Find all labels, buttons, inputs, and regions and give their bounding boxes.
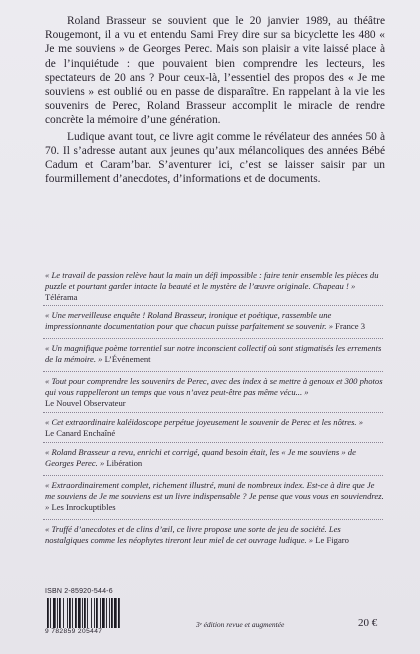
review-quote: « Le travail de passion relève haut la main un défi impossible : faire tenir ensemble les pièces du puzzle et pourtant garder intacte la beauté et le mystère de l’œuvre originale. Chapeau ! » — [45, 270, 379, 291]
review-source: Les Inrockuptibles — [51, 502, 116, 512]
review-quote: « Roland Brasseur a revu, enrichi et corrigé, quand besoin était, les « Je me souviens » de Georges Perec. » — [45, 447, 356, 468]
review-telerama — [45, 270, 385, 303]
intro-paragraph-2: Ludique avant tout, ce livre agit comme le révélateur des années 50 à 70. Il s’adresse autant aux jeunes qu’aux mélancoliques des années Bébé Cadum et Caram’bar. S’aventurer ici, c’est se laisser saisir par un fourmillement d’anecdotes, d’informations et de documents. — [45, 130, 385, 186]
review-figaro — [45, 524, 385, 546]
review-nouvel-observateur — [45, 376, 385, 409]
barcode-icon — [45, 598, 145, 628]
divider — [43, 305, 383, 307]
review-inrockuptibles — [45, 480, 385, 513]
review-source: France 3 — [335, 321, 365, 331]
barcode-digits: 9 782859 205447 — [45, 628, 103, 635]
review-quote: « Une merveilleuse enquête ! Roland Brasseur, ironique et poétique, rassemble une impressionnante documentation pour que chacun puisse parfaitement se souvenir. » — [45, 310, 334, 331]
intro-paragraph-1: Roland Brasseur se souvient que le 20 janvier 1989, au théâtre Rougemont, il a vu et entendu Sami Frey dire sur sa bicyclette les 480 « Je me souviens » de Georges Perec. Mais son plaisir a vite laissé place à de l’inquiétude : que pouvaient bien comprendre les lecteurs, les spectateurs de 20 ans ? Pour ceux-là, l’essentiel des propos des « Je me souviens » est oublié ou en passe de disparaître. En rappelant à la vie les souvenirs de Perec, Roland Brasseur accomplit le miracle de rendre concrète la mémoire d’une génération. — [45, 15, 385, 127]
review-source: Libération — [106, 458, 143, 468]
review-quote: « Cet extraordinaire kaléidoscope perpétue joyeusement le souvenir de Perec et les nôtres. » — [45, 417, 364, 427]
price-label: 20 € — [358, 617, 378, 629]
review-quote: « Tout pour comprendre les souvenirs de Perec, avec des index à se mettre à genoux et 300 photos qui vous rappelleront un temps que vous n’avez peut-être pas même vécu... » — [45, 376, 383, 397]
divider — [43, 519, 383, 521]
review-source: Le Nouvel Observateur — [45, 398, 126, 408]
divider — [43, 475, 383, 477]
review-france3 — [45, 310, 385, 332]
divider — [43, 412, 383, 414]
divider — [43, 371, 383, 373]
review-canard-enchaine — [45, 417, 385, 439]
divider — [43, 442, 383, 444]
review-source: Le Figaro — [315, 535, 349, 545]
review-source: Télérama — [45, 292, 78, 302]
barcode-block — [45, 588, 155, 636]
edition-note: 3ᵉ édition revue et augmentée — [196, 620, 285, 629]
review-liberation — [45, 447, 385, 469]
review-quote: « Un magnifique poème torrentiel sur notre inconscient collectif où sont stigmatisés les errements de la mémoire. » — [45, 343, 382, 364]
review-quote: « Truffé d’anecdotes et de clins d’œil, ce livre propose une sorte de jeu de société. Les nostalgiques comme les néophytes tireront leur miel de cet ouvrage ludique. » — [45, 524, 341, 545]
review-quote: « Extraordinairement complet, richement illustré, muni de nombreux index. Est-ce à dire que Je me souviens de Je me souviens est un livre indispensable ? Je pense que vous vous en souviendrez. » — [45, 480, 384, 512]
divider — [43, 338, 383, 340]
intro-text — [45, 14, 385, 186]
isbn-label: ISBN 2-85920-544-6 — [45, 588, 113, 595]
review-evenement — [45, 343, 385, 365]
review-source: Le Canard Enchaîné — [45, 428, 116, 438]
review-source: L’Événement — [104, 354, 151, 364]
